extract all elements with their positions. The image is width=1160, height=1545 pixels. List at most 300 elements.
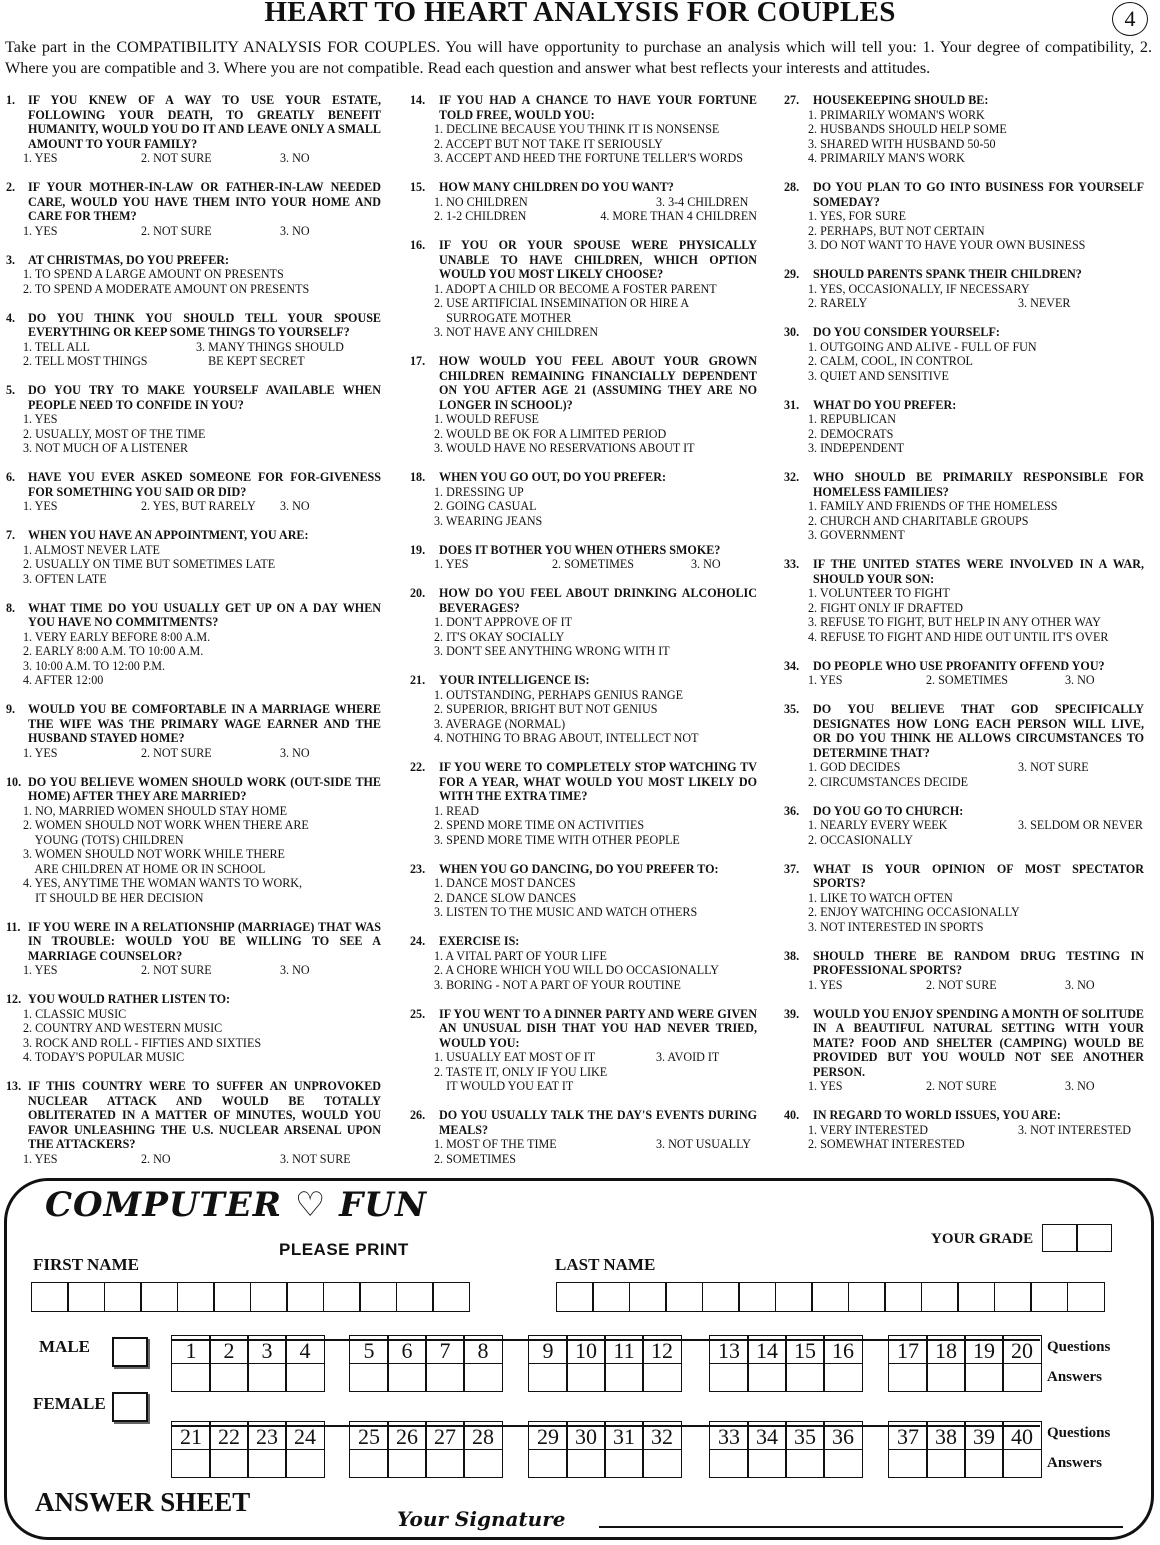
question-group (350, 1336, 502, 1391)
question-number-cell: 9 (528, 1335, 568, 1364)
option-row (410, 137, 757, 152)
question-number-cell: 30 (566, 1421, 606, 1450)
question-text: IF THE UNITED STATES WERE INVOLVED IN A WAR, SHOULD YOUR SON: (813, 557, 1144, 586)
answer-option: 3. LISTEN TO THE MUSIC AND WATCH OTHERS (434, 905, 698, 919)
question-number: 18. (410, 470, 426, 484)
option-row (6, 543, 381, 558)
question (410, 862, 757, 920)
question (6, 528, 381, 586)
letter-box[interactable] (592, 1282, 630, 1312)
answer-option: 2. NOT SURE (926, 1079, 997, 1093)
answer-cell[interactable] (747, 1449, 787, 1478)
answer-cell[interactable] (349, 1363, 389, 1392)
question-number-cell: 13 (709, 1335, 749, 1364)
question-text: DO YOU THINK YOU SHOULD TELL YOUR SPOUSE EVERYTHING OR KEEP SOME THINGS TO YOURSELF? (28, 310, 381, 339)
answer-cell[interactable] (285, 1449, 325, 1478)
question-column-2 (410, 93, 757, 1181)
answer-option: 1. VERY INTERESTED (808, 1122, 928, 1137)
question-text: SHOULD THERE BE RANDOM DRUG TESTING IN PROFESSIONAL SPORTS? (813, 948, 1144, 977)
answer-option: 2. COUNTRY AND WESTERN MUSIC (23, 1021, 223, 1035)
question-text: DO YOU GO TO CHURCH: (813, 803, 964, 818)
question-number-cell: 37 (888, 1421, 928, 1450)
questions-label-1: Questions (1047, 1339, 1111, 1355)
letter-box[interactable] (432, 1282, 470, 1312)
question-text: IF YOU KNEW OF A WAY TO USE YOUR ESTATE, FOLLOWING YOUR DEATH, TO GREATLY BENEFIT HUMANITY, WOULD YOU DO IT AND LEAVE ONLY A SMALL AMOUNT TO YOUR FAMILY? (28, 93, 381, 151)
option-row (410, 325, 757, 340)
answer-option: ARE CHILDREN AT HOME OR IN SCHOOL (23, 861, 266, 876)
answer-option: 4. TODAY'S POPULAR MUSIC (23, 1050, 185, 1064)
answer-option: 2. ENJOY WATCHING OCCASIONALLY (808, 905, 1020, 919)
option-row (6, 659, 381, 674)
letter-box[interactable] (140, 1282, 178, 1312)
answer-option: 3. BORING - NOT A PART OF YOUR ROUTINE (434, 977, 681, 992)
answer-cell[interactable] (642, 1449, 682, 1478)
please-print-label: PLEASE PRINT (279, 1240, 409, 1259)
option-row (410, 630, 757, 645)
answer-option: 1. DON'T APPROVE OF IT (434, 615, 573, 629)
answer-option: 3. QUIET AND SENSITIVE (808, 368, 949, 383)
answer-cell[interactable] (747, 1363, 787, 1392)
question-number: 40. (784, 1108, 800, 1122)
option-row (410, 296, 757, 311)
question (410, 543, 757, 572)
answer-cell[interactable] (209, 1449, 249, 1478)
letter-box[interactable] (31, 1282, 69, 1312)
letter-box[interactable] (556, 1282, 594, 1312)
option-row (784, 209, 1144, 224)
female-checkbox[interactable] (112, 1392, 148, 1422)
answer-sheet (4, 1178, 1154, 1540)
question-text: DO YOU TRY TO MAKE YOURSELF AVAILABLE WHEN PEOPLE NEED TO CONFIDE IN YOU? (28, 383, 381, 412)
answer-cell[interactable] (926, 1449, 966, 1478)
question-group (350, 1422, 502, 1477)
answer-option: 1. YES (23, 412, 58, 426)
answer-option: 1. PRIMARILY WOMAN'S WORK (808, 107, 985, 122)
question-text: IF THIS COUNTRY WERE TO SUFFER AN UNPROVOKED NUCLEAR ATTACK AND WOULD BE TOTALLY OBLITERATED IN A MATTER OF MINUTES, WOULD YOU FAVOR UNLEASHING THE U.S. NUCLEAR ARSENAL UPON THE ATTACKERS? (28, 1079, 381, 1151)
letter-box[interactable] (665, 1282, 703, 1312)
question (784, 267, 1144, 311)
question-text: EXERCISE IS: (439, 934, 520, 948)
letter-box[interactable] (884, 1282, 922, 1312)
male-checkbox[interactable] (112, 1337, 148, 1367)
answer-option: 2. NO (141, 1151, 171, 1166)
question-text: IF YOU OR YOUR SPOUSE WERE PHYSICALLY UNABLE TO HAVE CHILDREN, WHICH OPTION WOULD YOU MOST LIKELY CHOOSE? (439, 238, 757, 281)
option-row (784, 920, 1144, 935)
question-number: 39. (784, 1006, 800, 1021)
question (410, 586, 757, 659)
question-text: AT CHRISTMAS, DO YOU PREFER: (28, 252, 230, 267)
question-number-cell: 7 (425, 1335, 465, 1364)
question (6, 775, 381, 906)
answer-option: 2. OCCASIONALLY (808, 832, 913, 847)
answer-option: 2. TASTE IT, ONLY IF YOU LIKE (434, 1064, 608, 1079)
answer-cell[interactable] (425, 1363, 465, 1392)
answer-cell[interactable] (1002, 1449, 1042, 1478)
answer-cell[interactable] (387, 1363, 427, 1392)
answer-option: 2. TELL MOST THINGS (23, 354, 148, 368)
question (6, 1079, 381, 1166)
question-text: SHOULD PARENTS SPANK THEIR CHILDREN? (813, 267, 1082, 281)
answer-option: 1. VERY EARLY BEFORE 8:00 A.M. (23, 629, 211, 644)
answer-option: 1. A VITAL PART OF YOUR LIFE (434, 948, 607, 963)
option-row (784, 775, 1144, 790)
question-group (889, 1336, 1041, 1391)
answer-cell[interactable] (888, 1363, 928, 1392)
letter-box[interactable] (1030, 1282, 1068, 1312)
letter-box[interactable] (104, 1282, 142, 1312)
answers-label-1: Answers (1047, 1369, 1102, 1385)
answer-cell[interactable] (528, 1449, 568, 1478)
letter-box[interactable] (994, 1282, 1032, 1312)
question-number: 16. (410, 238, 426, 252)
question-number-cell: 35 (785, 1421, 825, 1450)
question-number: 30. (784, 325, 800, 339)
answer-option: 2. DANCE SLOW DANCES (434, 890, 577, 905)
question-number: 15. (410, 180, 426, 194)
answer-option: 3. NO (280, 963, 310, 977)
answer-option: 1. ALMOST NEVER LATE (23, 542, 160, 557)
answer-option: 3. NO (1065, 1079, 1095, 1093)
answer-option: 3. WOMEN SHOULD NOT WORK WHILE THERE (23, 847, 285, 861)
question-number-cell: 28 (463, 1421, 503, 1450)
answer-cell[interactable] (528, 1363, 568, 1392)
answer-option: 2. SOMETIMES (434, 1151, 516, 1166)
option-row (784, 673, 1144, 688)
answer-option: 3. NOT INTERESTED (1018, 1122, 1131, 1137)
answer-cell[interactable] (171, 1363, 211, 1392)
option-row (6, 340, 381, 355)
answer-option: 3. NOT USUALLY (656, 1137, 751, 1151)
answer-cell[interactable] (642, 1363, 682, 1392)
question-column-1 (6, 93, 381, 1181)
question-number-cell: 20 (1002, 1335, 1042, 1364)
question-text: WHAT DO YOU PREFER: (813, 397, 957, 412)
question-number-cell: 5 (349, 1335, 389, 1364)
answer-cell[interactable] (247, 1449, 287, 1478)
question-text: IF YOU HAD A CHANCE TO HAVE YOUR FORTUNE TOLD FREE, WOULD YOU: (439, 93, 757, 122)
answer-cell[interactable] (964, 1449, 1004, 1478)
answer-option: 1. YES (23, 1151, 58, 1166)
question-number-cell: 40 (1002, 1421, 1042, 1450)
question-number-cell: 27 (425, 1421, 465, 1450)
question-text: HOW DO YOU FEEL ABOUT DRINKING ALCOHOLIC BEVERAGES? (439, 586, 757, 615)
letter-box[interactable] (396, 1282, 434, 1312)
answer-option: 3. ROCK AND ROLL - FIFTIES AND SIXTIES (23, 1035, 262, 1050)
answer-cell[interactable] (888, 1449, 928, 1478)
question-text: YOU WOULD RATHER LISTEN TO: (28, 992, 231, 1006)
question-text: IF YOU WENT TO A DINNER PARTY AND WERE GIVEN AN UNUSUAL DISH THAT YOU HAD NEVER TRIED, WOULD YOU: (439, 1006, 757, 1050)
option-row (410, 557, 757, 572)
option-row (410, 412, 757, 427)
question (410, 180, 757, 224)
option-row (784, 760, 1144, 775)
letter-box[interactable] (177, 1282, 215, 1312)
letter-box[interactable] (921, 1282, 959, 1312)
answer-option: YOUNG (TOTS) CHILDREN (23, 832, 184, 847)
question-number-cell: 19 (964, 1335, 1004, 1364)
question-column-3 (784, 93, 1144, 1166)
letter-box[interactable] (848, 1282, 886, 1312)
answer-option: 1. DANCE MOST DANCES (434, 876, 576, 890)
question-number: 32. (784, 470, 800, 484)
option-row (410, 1137, 757, 1152)
option-row (410, 818, 757, 833)
option-row (410, 499, 757, 514)
question-text: IF YOU WERE TO COMPLETELY STOP WATCHING TV FOR A YEAR, WHAT WOULD YOU MOST LIKELY DO WITH THE EXTRA TIME? (439, 760, 757, 803)
answer-option: 1. YES (23, 499, 58, 513)
answer-option: 3. ACCEPT AND HEED THE FORTUNE TELLER'S WORDS (434, 151, 743, 165)
question-number: 26. (410, 1108, 426, 1122)
option-row (784, 441, 1144, 456)
answer-option: 1. READ (434, 803, 480, 818)
question-text: HOUSEKEEPING SHOULD BE: (813, 93, 989, 107)
question-text: DO PEOPLE WHO USE PROFANITY OFFEND YOU? (813, 658, 1105, 673)
letter-box[interactable] (738, 1282, 776, 1312)
option-row (784, 601, 1144, 616)
answer-option: 3. WOULD HAVE NO RESERVATIONS ABOUT IT (434, 441, 695, 455)
answer-cell[interactable] (171, 1449, 211, 1478)
question (6, 253, 381, 297)
answer-option: 2. SOMEWHAT INTERESTED (808, 1137, 965, 1151)
answer-option: 2. NOT SURE (141, 151, 212, 165)
answer-cell[interactable] (823, 1363, 863, 1392)
answer-option: 3. WEARING JEANS (434, 513, 543, 528)
answer-option: 2. NOT SURE (926, 977, 997, 992)
question-number: 19. (410, 542, 426, 557)
question (784, 398, 1144, 456)
question-text: IF YOU WERE IN A RELATIONSHIP (MARRIAGE) THAT WAS IN TROUBLE: WOULD YOU BE WILLING TO SEE A MARRIAGE COUNSELOR? (28, 919, 381, 963)
question-number: 4. (6, 310, 16, 325)
answer-option: 1. DRESSING UP (434, 484, 524, 499)
question-number-cell: 3 (247, 1335, 287, 1364)
option-row (410, 514, 757, 529)
signature-line[interactable] (599, 1526, 1123, 1528)
question-group (529, 1336, 681, 1391)
option-row (410, 891, 757, 906)
question (784, 557, 1144, 644)
answer-cell[interactable] (785, 1449, 825, 1478)
letter-box[interactable] (811, 1282, 849, 1312)
answer-cell[interactable] (566, 1449, 606, 1478)
answer-cell[interactable] (785, 1363, 825, 1392)
option-row (6, 354, 381, 369)
letter-box[interactable] (775, 1282, 813, 1312)
answer-cell[interactable] (1002, 1363, 1042, 1392)
answer-option: 2. NOT SURE (141, 223, 212, 238)
letter-box[interactable] (67, 1282, 105, 1312)
answer-option: 3. SPEND MORE TIME WITH OTHER PEOPLE (434, 832, 680, 847)
answer-option: 1. NO, MARRIED WOMEN SHOULD STAY HOME (23, 803, 287, 818)
answer-cell[interactable] (964, 1363, 1004, 1392)
question (6, 920, 381, 978)
question (410, 354, 757, 456)
question (410, 93, 757, 166)
answer-cell[interactable] (463, 1449, 503, 1478)
letter-box[interactable] (957, 1282, 995, 1312)
answer-sheet-title: ANSWER SHEET (35, 1487, 251, 1517)
option-row (6, 746, 381, 761)
answer-option: 3. GOVERNMENT (808, 528, 905, 542)
answer-option: 3. SELDOM OR NEVER (1018, 818, 1143, 832)
option-row (6, 1021, 381, 1036)
signature-label: Your Signature (397, 1507, 566, 1531)
answer-cell[interactable] (823, 1449, 863, 1478)
question-number-cell: 16 (823, 1335, 863, 1364)
answer-cell[interactable] (566, 1363, 606, 1392)
question-number: 6. (6, 470, 16, 484)
grade-box[interactable] (1042, 1224, 1078, 1252)
letter-box[interactable] (359, 1282, 397, 1312)
question (410, 934, 757, 992)
answer-option: 1. WOULD REFUSE (434, 412, 539, 426)
option-row (784, 905, 1144, 920)
letter-box[interactable] (629, 1282, 667, 1312)
question-number: 20. (410, 586, 426, 600)
option-row (784, 514, 1144, 529)
answer-cell[interactable] (387, 1449, 427, 1478)
option-row (784, 282, 1144, 297)
questions-label-2: Questions (1047, 1425, 1111, 1441)
question-text: DO YOU BELIEVE WOMEN SHOULD WORK (OUT-SIDE THE HOME) AFTER THEY ARE MARRIED? (28, 774, 381, 803)
letter-box[interactable] (250, 1282, 288, 1312)
option-row (784, 137, 1144, 152)
answer-option: 2. SOMETIMES (926, 673, 1008, 687)
answer-option: 1. YES, FOR SURE (808, 209, 907, 223)
answer-option: 1. YES (808, 1079, 843, 1093)
option-row (410, 804, 757, 819)
option-row (784, 369, 1144, 384)
answer-option: BE KEPT SECRET (196, 354, 305, 368)
answer-option: 3. NO (280, 223, 310, 238)
answer-option: 1. DECLINE BECAUSE YOU THINK IT IS NONSENSE (434, 122, 720, 136)
question-number: 35. (784, 702, 800, 716)
question-text: YOUR INTELLIGENCE IS: (439, 673, 590, 687)
option-row (6, 224, 381, 239)
answer-option: 1. YES (808, 977, 843, 992)
answer-option: 3. NOT SURE (280, 1151, 351, 1166)
grade-boxes[interactable] (1043, 1224, 1112, 1252)
letter-box[interactable] (213, 1282, 251, 1312)
answer-option: 3. MANY THINGS SHOULD (196, 339, 344, 354)
question-number: 3. (6, 252, 16, 267)
answer-option: 1. ADOPT A CHILD OR BECOME A FOSTER PARENT (434, 281, 717, 296)
your-grade-label: YOUR GRADE (931, 1231, 1034, 1247)
question-number-cell: 12 (642, 1335, 682, 1364)
first-name-field[interactable] (32, 1282, 470, 1312)
option-row (410, 615, 757, 630)
question-number: 25. (410, 1006, 426, 1021)
option-row (410, 876, 757, 891)
question-number-cell: 26 (387, 1421, 427, 1450)
answer-option: 2. SPEND MORE TIME ON ACTIVITIES (434, 818, 645, 832)
answer-cell[interactable] (604, 1363, 644, 1392)
answer-cell[interactable] (463, 1363, 503, 1392)
answer-cell[interactable] (209, 1363, 249, 1392)
answer-option: 2. GOING CASUAL (434, 499, 537, 513)
question-number-cell: 24 (285, 1421, 325, 1450)
question (6, 992, 381, 1065)
last-name-field[interactable] (557, 1282, 1105, 1312)
question-number-cell: 2 (209, 1335, 249, 1364)
answer-cell[interactable] (709, 1449, 749, 1478)
answer-cell[interactable] (709, 1363, 749, 1392)
option-row (410, 1065, 757, 1080)
option-row (410, 717, 757, 732)
question-number: 11. (6, 919, 21, 934)
option-row (410, 122, 757, 137)
option-row (410, 688, 757, 703)
answer-option: 1. YES, OCCASIONALLY, IF NECESSARY (808, 281, 1030, 296)
option-row (784, 1079, 1144, 1094)
letter-box[interactable] (286, 1282, 324, 1312)
answer-option: 2. DEMOCRATS (808, 426, 894, 441)
answer-cell[interactable] (425, 1449, 465, 1478)
option-row (6, 282, 381, 297)
question-number-cell: 29 (528, 1421, 568, 1450)
answer-option: 3. NO (280, 151, 310, 165)
question (6, 601, 381, 688)
answers-label-2: Answers (1047, 1455, 1102, 1471)
answer-option: 4. NOTHING TO BRAG ABOUT, INTELLECT NOT (434, 731, 699, 745)
question-number: 12. (6, 992, 22, 1006)
answer-option: 1. VOLUNTEER TO FIGHT (808, 586, 950, 600)
answer-cell[interactable] (604, 1449, 644, 1478)
option-row (6, 847, 381, 862)
question (784, 659, 1144, 688)
option-row (6, 1036, 381, 1051)
answer-cell[interactable] (285, 1363, 325, 1392)
option-row (410, 311, 757, 326)
question-number: 21. (410, 673, 426, 687)
option-row (6, 876, 381, 891)
answer-option: 2. EARLY 8:00 A.M. TO 10:00 A.M. (23, 644, 204, 658)
answer-option: 2. A CHORE WHICH YOU WILL DO OCCASIONALLY (434, 963, 719, 977)
answer-cell[interactable] (349, 1449, 389, 1478)
question (784, 804, 1144, 848)
answer-option: 1. REPUBLICAN (808, 412, 897, 426)
letter-box[interactable] (702, 1282, 740, 1312)
answer-option: 2. NOT SURE (141, 963, 212, 977)
option-row (6, 499, 381, 514)
answer-option: 2. WOULD BE OK FOR A LIMITED PERIOD (434, 426, 667, 441)
option-row (6, 572, 381, 587)
option-row (410, 151, 757, 166)
question-number-cell: 22 (209, 1421, 249, 1450)
answer-option: 2. ACCEPT BUT NOT TAKE IT SERIOUSLY (434, 136, 663, 151)
answer-option: 2. CALM, COOL, IN CONTROL (808, 354, 973, 368)
answer-cell[interactable] (247, 1363, 287, 1392)
first-name-label: FIRST NAME (33, 1255, 139, 1274)
letter-box[interactable] (323, 1282, 361, 1312)
letter-box[interactable] (1067, 1282, 1105, 1312)
question-number-cell: 23 (247, 1421, 287, 1450)
answer-cell[interactable] (926, 1363, 966, 1392)
question (410, 238, 757, 340)
option-row (784, 412, 1144, 427)
question-number-cell: 31 (604, 1421, 644, 1450)
answer-option: 2. WOMEN SHOULD NOT WORK WHEN THERE ARE (23, 818, 309, 832)
grade-box[interactable] (1076, 1224, 1112, 1252)
question-number: 36. (784, 803, 800, 818)
question (6, 383, 381, 456)
option-row (784, 1123, 1144, 1138)
question-text: HOW WOULD YOU FEEL ABOUT YOUR GROWN CHILDREN REMAINING FINANCIALLY DEPENDENT ON YOU AFTER AGE 21 (ASSUMING THEY ARE NO LONGER IN SCHOOL)? (439, 354, 757, 412)
answer-option: 1. YES (808, 673, 843, 687)
question-text: WHEN YOU GO OUT, DO YOU PREFER: (439, 470, 666, 484)
option-row (784, 108, 1144, 123)
answer-option: 2. FIGHT ONLY IF DRAFTED (808, 600, 964, 615)
question (784, 1108, 1144, 1152)
